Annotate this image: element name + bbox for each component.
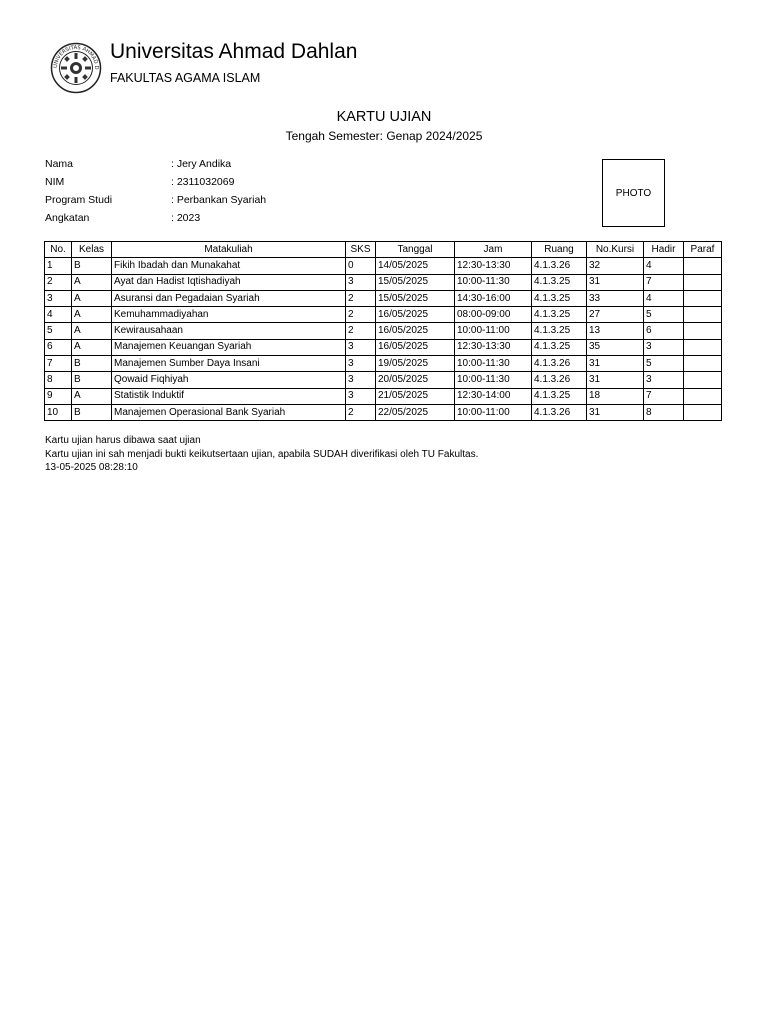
table-header-row: [45, 242, 722, 258]
info-row-program: [45, 194, 445, 212]
cell-sks: 3: [346, 339, 376, 355]
cell-ruang: 4.1.3.25: [532, 388, 587, 404]
table-body: [45, 258, 722, 421]
cell-no: 10: [45, 404, 72, 420]
cell-tanggal: 21/05/2025: [376, 388, 455, 404]
cell-tanggal: 15/05/2025: [376, 290, 455, 306]
table-row: [45, 258, 722, 274]
footer-notes: [45, 434, 478, 475]
year-value: : 2023: [171, 212, 201, 224]
cell-hadir: 3: [644, 339, 684, 355]
faculty-name: FAKULTAS AGAMA ISLAM: [110, 71, 261, 85]
table-row: [45, 388, 722, 404]
cell-kelas: A: [72, 339, 112, 355]
cell-kelas: A: [72, 290, 112, 306]
cell-paraf: [684, 290, 722, 306]
university-name: Universitas Ahmad Dahlan: [110, 40, 358, 63]
cell-kelas: A: [72, 323, 112, 339]
cell-no-kursi: 33: [587, 290, 644, 306]
cell-tanggal: 16/05/2025: [376, 323, 455, 339]
cell-ruang: 4.1.3.25: [532, 290, 587, 306]
cell-jam: 12:30-13:30: [455, 339, 532, 355]
cell-tanggal: 16/05/2025: [376, 339, 455, 355]
student-info: [45, 158, 445, 230]
cell-ruang: 4.1.3.25: [532, 307, 587, 323]
cell-jam: 14:30-16:00: [455, 290, 532, 306]
cell-sks: 3: [346, 356, 376, 372]
header-no: No.: [45, 242, 72, 258]
footer-note-1: Kartu ujian harus dibawa saat ujian: [45, 435, 201, 446]
cell-hadir: 7: [644, 388, 684, 404]
cell-jam: 10:00-11:00: [455, 404, 532, 420]
cell-ruang: 4.1.3.26: [532, 356, 587, 372]
cell-no: 2: [45, 274, 72, 290]
header-kelas: Kelas: [72, 242, 112, 258]
cell-sks: 2: [346, 290, 376, 306]
cell-sks: 2: [346, 323, 376, 339]
cell-jam: 10:00-11:30: [455, 274, 532, 290]
program-label: Program Studi: [45, 194, 113, 206]
cell-no-kursi: 13: [587, 323, 644, 339]
table-row: [45, 307, 722, 323]
cell-paraf: [684, 404, 722, 420]
cell-no: 7: [45, 356, 72, 372]
info-row-name: [45, 158, 445, 176]
cell-sks: 2: [346, 404, 376, 420]
cell-kelas: A: [72, 307, 112, 323]
cell-matakuliah: Manajemen Keuangan Syariah: [112, 339, 346, 355]
svg-text:UNIVERSITAS AHMAD DAHLAN: UNIVERSITAS AHMAD D: [52, 44, 100, 70]
cell-tanggal: 15/05/2025: [376, 274, 455, 290]
cell-matakuliah: Statistik Induktif: [112, 388, 346, 404]
cell-matakuliah: Manajemen Sumber Daya Insani: [112, 356, 346, 372]
cell-hadir: 5: [644, 307, 684, 323]
cell-hadir: 3: [644, 372, 684, 388]
header-hadir: Hadir: [644, 242, 684, 258]
header-tanggal: Tanggal: [376, 242, 455, 258]
cell-jam: 12:30-13:30: [455, 258, 532, 274]
cell-paraf: [684, 258, 722, 274]
header-paraf: Paraf: [684, 242, 722, 258]
cell-hadir: 8: [644, 404, 684, 420]
cell-kelas: A: [72, 274, 112, 290]
cell-paraf: [684, 274, 722, 290]
cell-jam: 10:00-11:30: [455, 372, 532, 388]
cell-ruang: 4.1.3.26: [532, 372, 587, 388]
cell-no-kursi: 32: [587, 258, 644, 274]
table-row: [45, 323, 722, 339]
table-row: [45, 372, 722, 388]
cell-no: 3: [45, 290, 72, 306]
cell-matakuliah: Ayat dan Hadist Iqtishadiyah: [112, 274, 346, 290]
cell-kelas: A: [72, 388, 112, 404]
cell-no-kursi: 35: [587, 339, 644, 355]
cell-no-kursi: 18: [587, 388, 644, 404]
cell-no: 8: [45, 372, 72, 388]
footer-note-2: Kartu ujian ini sah menjadi bukti keikutsertaan ujian, apabila SUDAH diverifikasi oleh TU Fakultas.: [45, 448, 479, 460]
cell-sks: 3: [346, 388, 376, 404]
cell-hadir: 7: [644, 274, 684, 290]
cell-tanggal: 16/05/2025: [376, 307, 455, 323]
cell-no-kursi: 31: [587, 372, 644, 388]
cell-tanggal: 14/05/2025: [376, 258, 455, 274]
cell-kelas: B: [72, 372, 112, 388]
nim-value: : 2311032069: [171, 176, 235, 188]
cell-jam: 10:00-11:00: [455, 323, 532, 339]
document-title: KARTU UJIAN: [336, 109, 432, 125]
cell-kelas: B: [72, 404, 112, 420]
cell-no-kursi: 31: [587, 274, 644, 290]
cell-no-kursi: 31: [587, 356, 644, 372]
cell-ruang: 4.1.3.25: [532, 323, 587, 339]
cell-matakuliah: Kewirausahaan: [112, 323, 346, 339]
info-row-nim: [45, 176, 445, 194]
cell-paraf: [684, 356, 722, 372]
info-row-year: [45, 212, 445, 230]
cell-tanggal: 19/05/2025: [376, 356, 455, 372]
table-row: [45, 339, 722, 355]
cell-paraf: [684, 323, 722, 339]
document-subtitle: Tengah Semester: Genap 2024/2025: [285, 129, 483, 143]
cell-tanggal: 20/05/2025: [376, 372, 455, 388]
cell-no: 9: [45, 388, 72, 404]
name-value: : Jery Andika: [171, 158, 232, 170]
cell-kelas: B: [72, 356, 112, 372]
cell-no: 4: [45, 307, 72, 323]
header-jam: Jam: [455, 242, 532, 258]
exam-schedule-table: [44, 241, 722, 421]
cell-sks: 3: [346, 274, 376, 290]
cell-matakuliah: Asuransi dan Pegadaian Syariah: [112, 290, 346, 306]
cell-no-kursi: 31: [587, 404, 644, 420]
cell-jam: 12:30-14:00: [455, 388, 532, 404]
cell-matakuliah: Qowaid Fiqhiyah: [112, 372, 346, 388]
cell-no-kursi: 27: [587, 307, 644, 323]
table-row: [45, 356, 722, 372]
header-matakuliah: Matakuliah: [112, 242, 346, 258]
cell-paraf: [684, 307, 722, 323]
cell-ruang: 4.1.3.26: [532, 258, 587, 274]
cell-ruang: 4.1.3.25: [532, 274, 587, 290]
year-label: Angkatan: [45, 212, 90, 224]
table-row: [45, 274, 722, 290]
cell-no: 5: [45, 323, 72, 339]
cell-tanggal: 22/05/2025: [376, 404, 455, 420]
name-label: Nama: [45, 158, 74, 170]
cell-sks: 0: [346, 258, 376, 274]
cell-paraf: [684, 388, 722, 404]
cell-paraf: [684, 372, 722, 388]
cell-kelas: B: [72, 258, 112, 274]
cell-jam: 10:00-11:30: [455, 356, 532, 372]
cell-hadir: 6: [644, 323, 684, 339]
table-row: [45, 290, 722, 306]
cell-sks: 2: [346, 307, 376, 323]
photo-label: PHOTO: [615, 187, 652, 199]
nim-label: NIM: [45, 176, 65, 188]
footer-timestamp: 13-05-2025 08:28:10: [45, 462, 138, 473]
program-value: : Perbankan Syariah: [171, 194, 267, 206]
university-logo-icon: [50, 42, 102, 94]
cell-matakuliah: Manajemen Operasional Bank Syariah: [112, 404, 346, 420]
cell-ruang: 4.1.3.25: [532, 339, 587, 355]
table-row: [45, 404, 722, 420]
cell-hadir: 4: [644, 290, 684, 306]
cell-matakuliah: Kemuhammadiyahan: [112, 307, 346, 323]
cell-hadir: 5: [644, 356, 684, 372]
header-no-kursi: No.Kursi: [587, 242, 644, 258]
header-sks: SKS: [346, 242, 376, 258]
cell-sks: 3: [346, 372, 376, 388]
header-ruang: Ruang: [532, 242, 587, 258]
cell-jam: 08:00-09:00: [455, 307, 532, 323]
cell-ruang: 4.1.3.26: [532, 404, 587, 420]
cell-paraf: [684, 339, 722, 355]
cell-hadir: 4: [644, 258, 684, 274]
cell-no: 1: [45, 258, 72, 274]
cell-no: 6: [45, 339, 72, 355]
photo-box: [602, 159, 665, 227]
cell-matakuliah: Fikih Ibadah dan Munakahat: [112, 258, 346, 274]
